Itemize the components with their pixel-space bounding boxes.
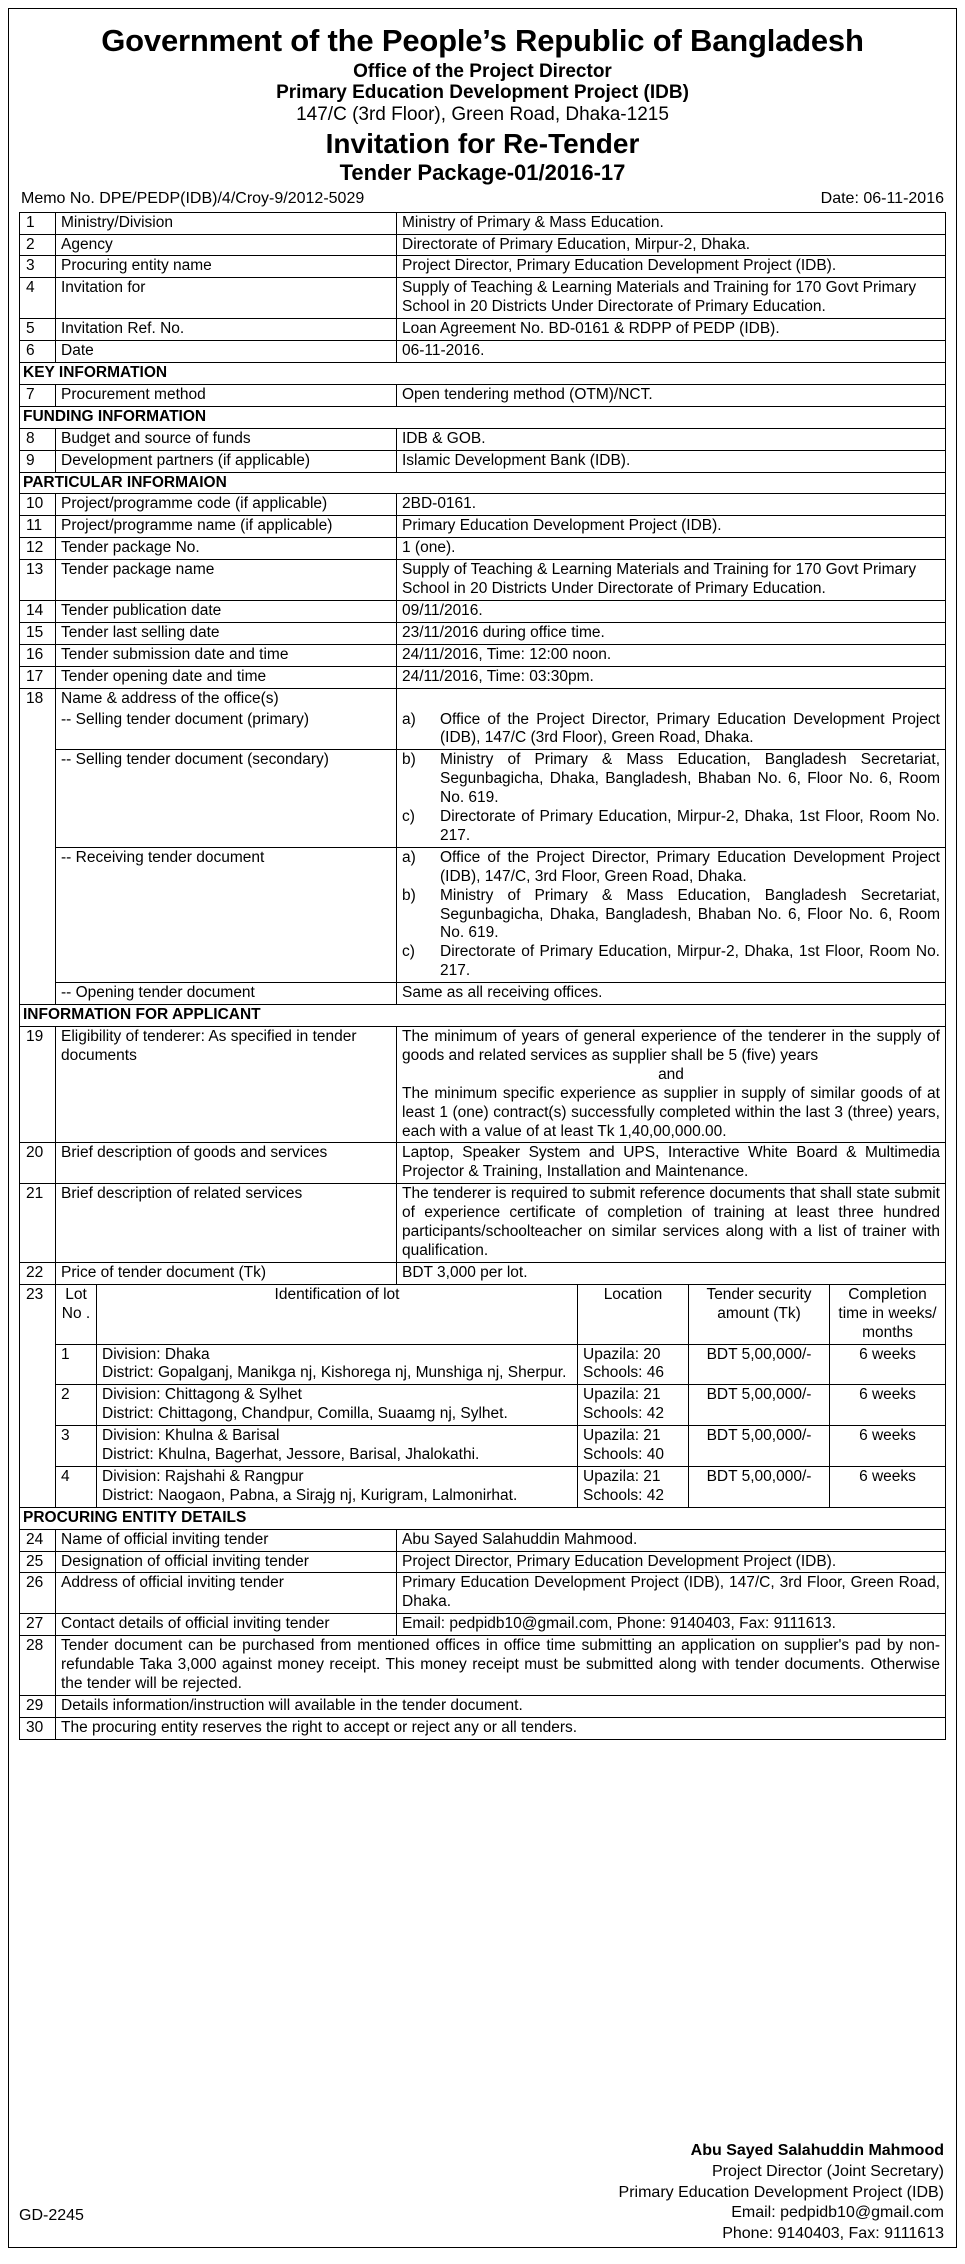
- signature-block: [619, 2141, 944, 2245]
- table-row: 3 Procuring entity name Project Director, Primary Education Development Project (IDB).: [20, 256, 946, 278]
- memo-number: Memo No. DPE/PEDP(IDB)/4/Croy-9/2012-5029: [21, 189, 365, 207]
- project-title: Primary Education Development Project (IDB): [276, 82, 689, 104]
- section-header: KEY INFORMATION: [20, 363, 946, 385]
- signatory-project: Primary Education Development Project (IDB): [618, 2183, 944, 2201]
- memo-date: Date: 06-11-2016: [820, 189, 944, 207]
- package-title: Tender Package-01/2016-17: [339, 160, 626, 186]
- table-row: 10 Project/programme code (if applicable) 2BD-0161.: [20, 494, 946, 516]
- table-row: 9 Development partners (if applicable) Islamic Development Bank (IDB).: [20, 450, 946, 472]
- table-row: 7 Procurement method Open tendering method (OTM)/NCT.: [20, 384, 946, 406]
- signatory-title: Project Director (Joint Secretary): [711, 2162, 944, 2180]
- table-row: -- Selling tender document (primary) a) Office of the Project Director, Primary Education Development Project (IDB), 147/C (3rd Floor), Green Road, Dhaka.: [20, 710, 946, 750]
- table-row: 14 Tender publication date 09/11/2016.: [20, 600, 946, 622]
- tender-notice: [8, 8, 957, 2248]
- table-row: 1 Ministry/Division Ministry of Primary & Mass Education.: [20, 212, 946, 234]
- table-row: 5 Invitation Ref. No. Loan Agreement No. BD-0161 & RDPP of PEDP (IDB).: [20, 319, 946, 341]
- list-item: c) Directorate of Primary Education, Mirpur-2, Dhaka, 1st Floor, Room No. 217.: [402, 808, 940, 844]
- table-row: 24 Name of official inviting tender Abu Sayed Salahuddin Mahmood.: [20, 1529, 946, 1551]
- lot-row: 2 Division: Chittagong & Sylhet District: Chittagong, Chandpur, Comilla, Suaamg nj, Sylhet. Upazila: 21 Schools: 42 BDT 5,00,000/- 6 weeks: [56, 1385, 945, 1426]
- list-item: a) Office of the Project Director, Primary Education Development Project (IDB), 147/C (3rd Floor), Green Road, Dhaka.: [402, 710, 940, 747]
- notice-header: [19, 23, 946, 186]
- table-row: 17 Tender opening date and time 24/11/2016, Time: 03:30pm.: [20, 666, 946, 688]
- table-row: 18 Name & address of the office(s): [20, 688, 946, 709]
- table-row: 21 Brief description of related services The tenderer is required to submit reference documents that shall state submit of experience certificate of completion of training at least three hundred participants/schoolteacher on similar services along with a list of trainer with qualification.: [20, 1184, 946, 1263]
- table-row: 16 Tender submission date and time 24/11/2016, Time: 12:00 noon.: [20, 644, 946, 666]
- table-row: 23 Lot No . Identification of lot Location Tender security amount (Tk) Completion time in weeks/ months 1 Division: Dhaka District: Gopalganj, Manikga nj, Kishorega nj, Munshiga nj, Sherpur. Upazila: 20 Schools: 46 BDT 5,00,000/- 6 weeks 2 Division: Chittagong & Sylhet District: Chittagong, Chandpur, Comilla, Suaamg nj, Sylhet. Upazila: 21 Schools: 42 BDT 5,00,000/- 6 weeks 3 Division: Khulna & Barisal District: Khulna, Bagerhat, Jessore, Barisal, Jhalokathi. Upazila: 21 Schools: 40 BDT 5,00,000/- 6 weeks 4 Division: Rajshahi & Rangpur District: Naogaon, Pabna, a Sirajg nj, Kurigram, Lalmonirhat. Upazila: 21 Schools: 42 BDT 5,00,000/- 6 weeks: [20, 1284, 946, 1507]
- table-row: 19 Eligibility of tenderer: As specified in tender documents The minimum of years of general experience of the tenderer in the supply of goods and related services as supplier shall be 5 (five) years and The minimum specific experience as supplier in supply of similar goods of at least 1 (one) contract(s) successfully completed within the last 3 (three) years, each with a value of at least Tk 1,40,00,000.00.: [20, 1027, 946, 1143]
- table-row: 13 Tender package name Supply of Teaching & Learning Materials and Training for 170 Govt Primary School in 20 Districts Under Directorate of Primary Education.: [20, 560, 946, 601]
- list-item: b) Ministry of Primary & Mass Education, Bangladesh Secretariat, Segunbagicha, Dhaka, Bangladesh, Bhaban No. 6, Floor No. 6, Room No. 619.: [402, 886, 940, 942]
- signatory-name: Abu Sayed Salahuddin Mahmood: [690, 2142, 944, 2160]
- table-row: 26 Address of official inviting tender Primary Education Development Project (IDB), 147/C, 3rd Floor, Green Road, Dhaka.: [20, 1573, 946, 1614]
- table-row: 4 Invitation for Supply of Teaching & Learning Materials and Training for 170 Govt Primary School in 20 Districts Under Directorate of Primary Education.: [20, 278, 946, 319]
- table-row: 12 Tender package No. 1 (one).: [20, 538, 946, 560]
- lot-row: 4 Division: Rajshahi & Rangpur District: Naogaon, Pabna, a Sirajg nj, Kurigram, Lalmonirhat. Upazila: 21 Schools: 42 BDT 5,00,000/- 6 weeks: [56, 1466, 945, 1506]
- section-header: FUNDING INFORMATION: [20, 406, 946, 428]
- table-row: 15 Tender last selling date 23/11/2016 during office time.: [20, 622, 946, 644]
- section-header: INFORMATION FOR APPLICANT: [20, 1005, 946, 1027]
- section-header: PROCURING ENTITY DETAILS: [20, 1507, 946, 1529]
- table-row: 8 Budget and source of funds IDB & GOB.: [20, 428, 946, 450]
- table-row: 25 Designation of official inviting tender Project Director, Primary Education Development Project (IDB).: [20, 1551, 946, 1573]
- office-title: Office of the Project Director: [353, 60, 612, 82]
- table-row: 11 Project/programme name (if applicable) Primary Education Development Project (IDB).: [20, 516, 946, 538]
- office-address: 147/C (3rd Floor), Green Road, Dhaka-1215: [296, 104, 669, 126]
- invitation-title: Invitation for Re-Tender: [325, 128, 640, 160]
- lot-table: [56, 1285, 945, 1507]
- table-row: 6 Date 06-11-2016.: [20, 341, 946, 363]
- table-row: -- Selling tender document (secondary) b) Ministry of Primary & Mass Education, Bangladesh Secretariat, Segunbagicha, Dhaka, Bangladesh, Bhaban No. 6, Floor No. 6, Room No. 619. c) Directorate of Primary Education, Mirpur-2, Dhaka, 1st Floor, Room No. 217.: [20, 750, 946, 848]
- lot-header-row: Lot No . Identification of lot Location Tender security amount (Tk) Completion time in weeks/ months: [56, 1285, 945, 1344]
- lot-row: 3 Division: Khulna & Barisal District: Khulna, Bagerhat, Jessore, Barisal, Jhalokathi. Upazila: 21 Schools: 40 BDT 5,00,000/- 6 weeks: [56, 1426, 945, 1467]
- table-row: 29 Details information/instruction will available in the tender document.: [20, 1695, 946, 1717]
- list-item: c) Directorate of Primary Education, Mirpur-2, Dhaka, 1st Floor, Room No. 217.: [402, 943, 940, 980]
- table-row: -- Opening tender document Same as all receiving offices.: [20, 983, 946, 1005]
- tender-table: [19, 212, 946, 1740]
- gd-number: GD-2245: [19, 2207, 84, 2224]
- section-header: PARTICULAR INFORMAION: [20, 472, 946, 494]
- table-row: 22 Price of tender document (Tk) BDT 3,000 per lot.: [20, 1262, 946, 1284]
- lot-row: 1 Division: Dhaka District: Gopalganj, Manikga nj, Kishorega nj, Munshiga nj, Sherpur. Upazila: 20 Schools: 46 BDT 5,00,000/- 6 weeks: [56, 1344, 945, 1385]
- table-row: 30 The procuring entity reserves the right to accept or reject any or all tenders.: [20, 1717, 946, 1739]
- list-item: a) Office of the Project Director, Primary Education Development Project (IDB), 147/C, 3rd Floor, Green Road, Dhaka.: [402, 848, 940, 885]
- table-row: 27 Contact details of official inviting tender Email: pedpidb10@gmail.com, Phone: 9140403, Fax: 9111613.: [20, 1614, 946, 1636]
- memo-row: [21, 190, 944, 208]
- list-item: b) Ministry of Primary & Mass Education, Bangladesh Secretariat, Segunbagicha, Dhaka, Bangladesh, Bhaban No. 6, Floor No. 6, Room No. 619.: [402, 751, 940, 807]
- signatory-email: Email: pedpidb10@gmail.com: [731, 2204, 944, 2222]
- signatory-phone: Phone: 9140403, Fax: 9111613: [722, 2225, 944, 2243]
- table-row: 28 Tender document can be purchased from mentioned offices in office time submitting an application on supplier's pad by non-refundable Taka 3,000 against money receipt. This money receipt must be submitted along with tender documents. Otherwise the tender will be rejected.: [20, 1636, 946, 1696]
- table-row: -- Receiving tender document a) Office of the Project Director, Primary Education Development Project (IDB), 147/C, 3rd Floor, Green Road, Dhaka. b) Ministry of Primary & Mass Education, Bangladesh Secretariat, Segunbagicha, Dhaka, Bangladesh, Bhaban No. 6, Floor No. 6, Room No. 619. c) Directorate of Primary Education, Mirpur-2, Dhaka, 1st Floor, Room No. 217.: [20, 847, 946, 982]
- government-title: Government of the People’s Republic of Bangladesh: [101, 23, 864, 58]
- table-row: 2 Agency Directorate of Primary Education, Mirpur-2, Dhaka.: [20, 234, 946, 256]
- table-row: 20 Brief description of goods and services Laptop, Speaker System and UPS, Interactive White Board & Multimedia Projector & Training, Installation and Maintenance.: [20, 1143, 946, 1184]
